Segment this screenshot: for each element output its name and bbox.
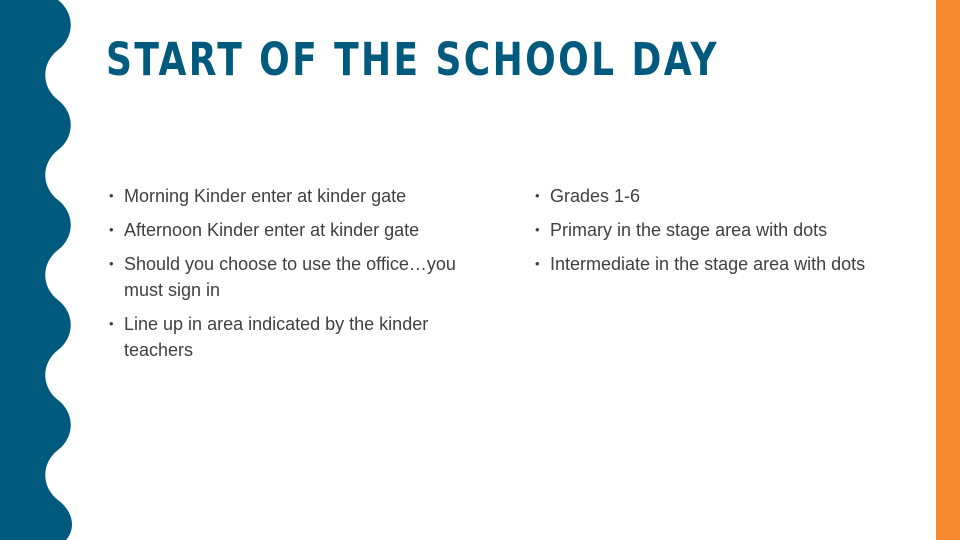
bullet-icon: • <box>535 222 540 237</box>
bullet-icon: • <box>109 316 114 331</box>
list-item <box>106 311 496 363</box>
bullet-text: Intermediate in the stage area with dots <box>550 254 866 274</box>
bullet-icon: • <box>109 188 114 203</box>
right-bullet-list <box>532 183 892 285</box>
list-item <box>106 251 496 303</box>
bullet-icon: • <box>535 256 540 271</box>
bullet-text: Line up in area indicated by the kinder teachers <box>124 314 429 360</box>
bullet-text: Afternoon Kinder enter at kinder gate <box>124 220 420 240</box>
list-item <box>532 217 892 243</box>
wave-shape <box>0 0 72 540</box>
bullet-text: Grades 1-6 <box>550 186 641 206</box>
bullet-icon: • <box>535 188 540 203</box>
list-item <box>106 217 496 243</box>
list-item <box>532 251 892 277</box>
list-item <box>532 183 892 209</box>
bullet-icon: • <box>109 222 114 237</box>
bullet-text: Morning Kinder enter at kinder gate <box>124 186 407 206</box>
wavy-left-band <box>0 0 80 540</box>
bullet-text: Should you choose to use the office…you must sign in <box>124 254 456 300</box>
bullet-text: Primary in the stage area with dots <box>550 220 828 240</box>
list-item <box>106 183 496 209</box>
bullet-icon: • <box>109 256 114 271</box>
left-bullet-list <box>106 183 496 371</box>
orange-right-bar <box>936 0 960 540</box>
slide-title: START OF THE SCHOOL DAY <box>106 33 720 86</box>
